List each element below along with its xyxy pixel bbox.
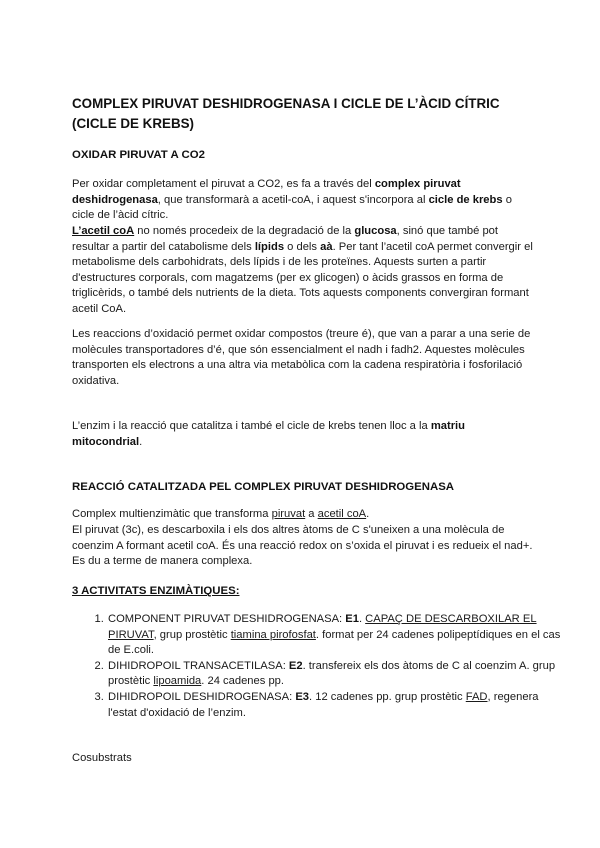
term-lipids: lípids [254,240,285,253]
paragraph-complex [72,507,534,523]
paragraph-oxidacio: Les reaccions d’oxidació permet oxidar compostos (treure é), que van a parar a una serie de molècules transportadores d’é, que són essencialment el nadh i fadh2. Aquestes molècules transporten els electrons a una altra via metabòlica com la cadena respiratòria i fosforilació oxidativa. [72,328,531,387]
list-item [107,690,569,721]
term-glucosa: glucosa [354,225,397,237]
text: o dels [284,240,321,253]
text: . [139,435,143,448]
page-title: COMPLEX PIRUVAT DESHIDROGENASA I CICLE DE L’ÀCID CÍTRIC (CICLE DE KREBS) [72,96,500,131]
link-acetil-coa: acetil coA [317,508,367,520]
link-piruvat: piruvat [271,508,306,520]
section-heading-oxidar: OXIDAR PIRUVAT A CO2 [72,149,205,161]
paragraph-descarboxila: El piruvat (3c), es descarboxila i els dos altres àtoms de C s'uneixen a una molècula de coenzim A formant acetil coA. És una reacció redox on s’oxida el piruvat i es redueix el nad+. Es du a terme de manera complexa. [72,524,533,568]
list-item [107,659,569,690]
text: L’enzim i la reacció que catalitza i també el cicle de krebs tenen lloc a la [72,420,431,432]
text: . 12 cadenes pp. grup prostètic [309,690,466,703]
text: DIHIDROPOIL DESHIDROGENASA: [108,690,296,703]
text: COMPONENT PIRUVAT DESHIDROGENASA: [108,613,346,625]
paragraph-cosubstrats: Cosubstrats [72,752,132,764]
term-acetil-coa: L’acetil coA [72,225,135,237]
paragraph-intro [72,177,534,224]
list-item [107,612,569,659]
text: , grup prostètic [153,628,231,641]
text: . format per 24 cadenes polipeptídiques en el cas de E.coli. [108,628,561,657]
text: no només procedeix de la degradació de la [134,225,355,237]
enzyme-label: E3 [295,690,310,703]
text: o cicle de l’àcid cítric. [72,193,512,222]
term-cicle-krebs: cicle de krebs [428,193,503,206]
term-complex-piruvat: complex piruvat deshidrogenasa [72,178,461,206]
text: DIHIDROPOIL TRANSACETILASA: [108,659,289,672]
paragraph-matriu [72,419,534,450]
underlined-text: CAPAÇ DE DESCARBOXILAR EL PIRUVAT [108,613,537,641]
text: . transfereix els dos àtoms de C al coenzim A. grup prostètic [108,659,556,688]
term-matriu-mitocondrial: matriu mitocondrial [72,420,466,448]
text: a [305,508,318,520]
text: Per oxidar completament el piruvat a CO2, es fa a través del [72,178,375,190]
section-heading-activitats: 3 ACTIVITATS ENZIMÀTIQUES: [72,585,240,597]
enzyme-activities-list [72,612,569,721]
text: . Per tant l’acetil coA permet convergir el metabolisme dels carbohidrats, dels lípids i de les proteïnes. Aquests surten a partir d'estructures corporals, com magatzems (per ex glicogen) o àcids grassos en forma de triglicèrids, o també dels nutrients de la dieta. Tots aquests components convergiran formant acetil CoA. [72,240,533,315]
paragraph-acetil-coa [72,224,534,318]
text: . [358,613,366,625]
text: , sinó que també pot resultar a partir del catabolisme dels [72,225,499,253]
enzyme-label: E2 [288,659,303,672]
underlined-text: lipoamida [153,675,202,688]
text: . 24 cadenes pp. [201,675,285,688]
enzyme-label: E1 [345,613,359,625]
section-heading-reaccio: REACCIÓ CATALITZADA PEL COMPLEX PIRUVAT DESHIDROGENASA [72,481,455,493]
text: , que transformarà a acetil-coA, i aquest s'incorpora al [157,193,429,206]
text: Complex multienzimàtic que transforma [72,508,272,520]
text: , regenera l'estat d'oxidació de l’enzim. [108,690,539,719]
text: . [366,508,370,520]
underlined-text: FAD [465,690,488,703]
underlined-text: tiamina pirofosfat [230,628,316,641]
term-aa: aà [320,240,333,253]
